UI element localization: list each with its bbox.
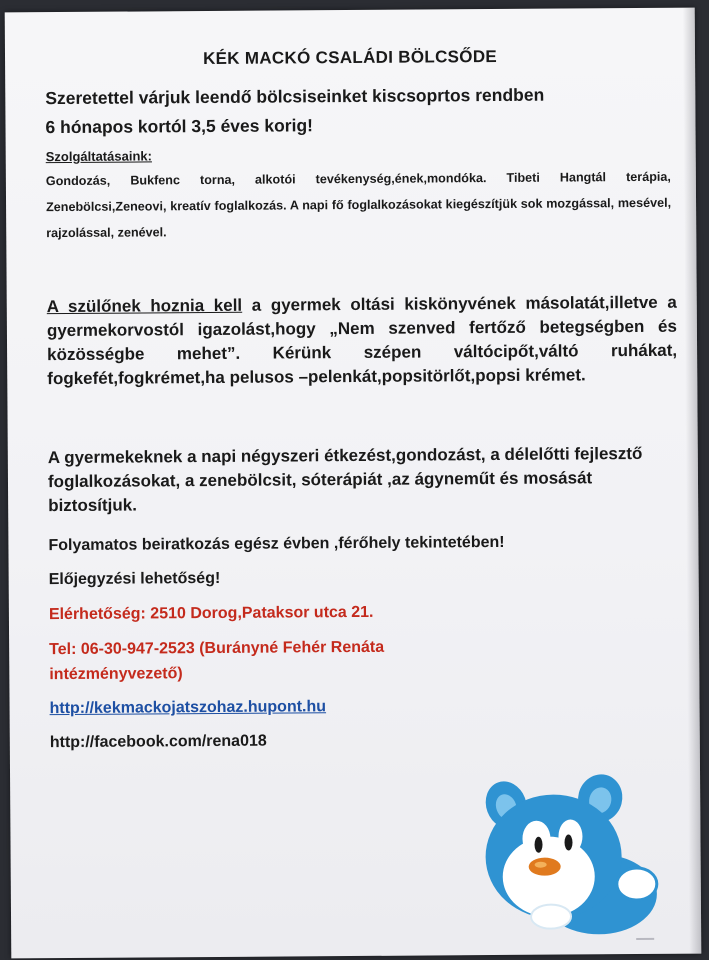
facebook-link[interactable]: http://facebook.com/rena018: [49, 732, 267, 752]
website-link[interactable]: http://kekmackojatszohaz.hupont.hu: [49, 698, 327, 718]
requirements-paragraph: [47, 291, 678, 391]
intro-line-1: Szeretettel várjuk leendő bölcsiseinket kiscsoprtos rendben: [45, 84, 545, 109]
intro-line-2: 6 hónapos kortól 3,5 éves korig!: [45, 115, 314, 138]
services-heading: Szolgáltatásaink:: [45, 148, 152, 165]
services-text: Gondozás, Bukfenc torna, alkotói tevékenység,ének,mondóka. Tibeti Hangtál terápia, Zenebölcsi,Zeneovi, kreatív foglalkozás. A napi fő foglalkozásokat kiegészítjük sok mozgással, mesével, rajzolással, zenével.: [45, 169, 672, 241]
flyer-paper: [5, 8, 702, 959]
intro-text: [45, 80, 675, 142]
requirements-underlined: A szülőnek hoznia kell: [46, 295, 243, 317]
contact-phone-line-2: intézményvezető): [49, 665, 183, 684]
provided-paragraph: A gyermekeknek a napi négyszeri étkezést,gondozást, a délelőtti fejlesztő foglalkozásokat, a zenebölcsit, sóterápiát ,az ágyneműt és mosását biztosítjuk.: [47, 443, 643, 516]
contact-phone-line-1: Tel: 06-30-947-2523 (Burányné Fehér Renáta: [49, 638, 385, 659]
preregistration-text: Előjegyzési lehetőség!: [48, 569, 221, 589]
requirements-text: a gyermek oltási kiskönyvének másolatát,illetve a gyermekorvostól igazolást,hogy „Nem szenved fertőző betegségben és közösségbe mehet”. Kérünk szépen váltócipőt,váltó ruhákat, fogkefét,fogkrémet,ha pelusos –pelenkát,popsitörlőt,popsi krémet.: [46, 292, 678, 389]
flyer-title: KÉK MACKÓ CSALÁDI BÖLCSŐDE: [202, 46, 498, 69]
paper-shadow: [683, 8, 702, 954]
enrollment-text: Folyamatos beiratkozás egész évben ,férőhely tekintetében!: [48, 533, 505, 555]
printer-mark: [636, 938, 654, 940]
bear-mascot-icon: [478, 766, 669, 937]
contact-address: Elérhetőség: 2510 Dorog,Pataksor utca 21.: [48, 603, 374, 624]
